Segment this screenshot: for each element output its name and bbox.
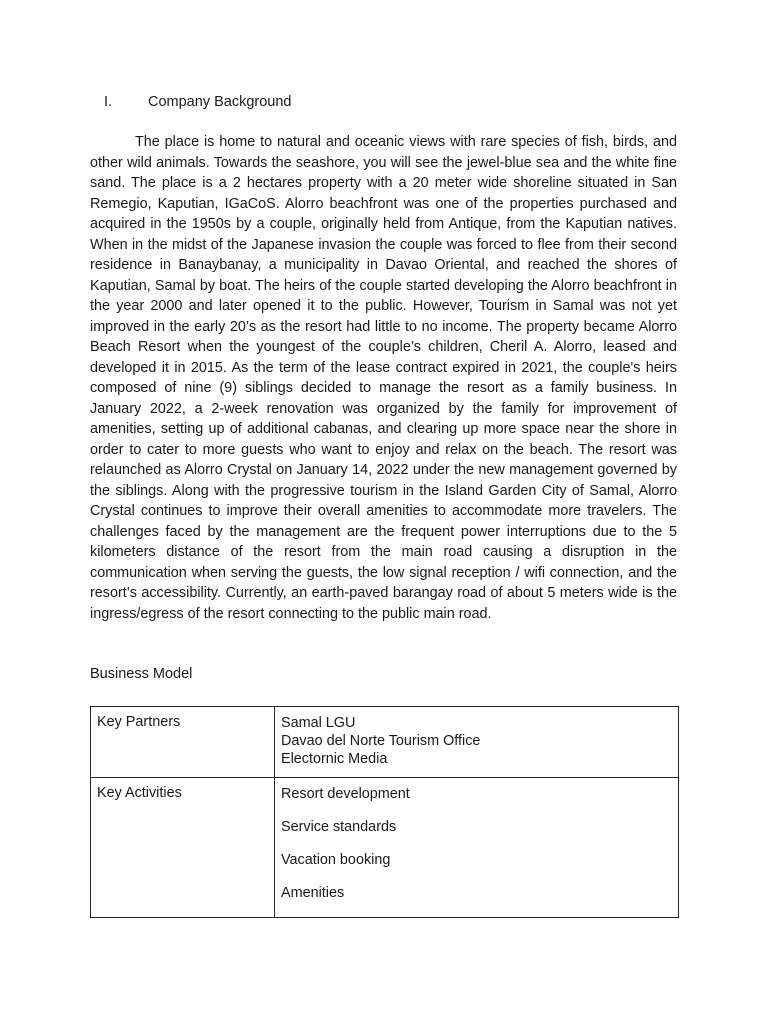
- key-partner-item: Davao del Norte Tourism Office: [281, 733, 481, 749]
- key-partners-cell: [275, 707, 679, 778]
- key-activities-label: Key Activities: [91, 778, 275, 918]
- company-background-paragraph: The place is home to natural and oceanic views with rare species of fish, birds, and other wild animals. Towards the seashore, you will see the jewel-blue sea and the white fine sand. The place is a 2 hectares property with a 20 meter wide shoreline situated in San Remegio, Kaputian, IGaCoS. Alorro beachfront was one of the properties purchased and acquired in the 1950s by a couple, originally held from Antique, from the Kaputian natives. When in the midst of the Japanese invasion the couple was forced to flee from their second residence in Banaybanay, a municipality in Davao Oriental, and reached the shores of Kaputian, Samal by boat. The heirs of the couple started developing the Alorro beachfront in the year 2000 and later opened it to the public. However, Tourism in Samal was not yet improved in the early 20’s as the resort had little to no income. The property became Alorro Beach Resort when the youngest of the couple’s children, Cheril A. Alorro, leased and developed it in 2015. As the term of the lease contract expired in 2021, the couple's heirs composed of nine (9) siblings decided to manage the resort as a family business. In January 2022, a 2-week renovation was organized by the family for improvement of amenities, setting up of additional cabanas, and clearing up more space near the shore in order to cater to more guests who want to enjoy and relax on the beach. The resort was relaunched as Alorro Crystal on January 14, 2022 under the new management governed by the siblings. Along with the progressive tourism in the Island Garden City of Samal, Alorro Crystal continues to improve their overall amenities to accommodate more travelers. The challenges faced by the management are the frequent power interruptions due to the 5 kilometers distance of the resort from the main road causing a disruption in the communication when serving the guests, the low signal reception / wifi connection, and the resort’s accessibility. Currently, an earth-paved barangay road of about 5 meters wide is the ingress/egress of the resort connecting to the public main road.: [90, 134, 677, 622]
- key-activity-item: Resort development: [281, 786, 410, 802]
- table-row: [91, 707, 679, 778]
- key-activity-item: Service standards: [281, 819, 397, 835]
- business-model-table: [90, 706, 679, 918]
- section-title: Company Background: [148, 94, 292, 110]
- key-partner-item: Electornic Media: [281, 751, 388, 767]
- section-heading: [104, 93, 291, 111]
- key-partner-item: Samal LGU: [281, 715, 356, 731]
- key-activity-item: Vacation booking: [281, 852, 391, 868]
- business-model-heading: Business Model: [90, 666, 193, 682]
- table-row: [91, 778, 679, 918]
- key-partners-label: Key Partners: [91, 707, 275, 778]
- key-activity-item: Amenities: [281, 885, 345, 901]
- key-activities-cell: [275, 778, 679, 918]
- section-number: I.: [104, 94, 113, 110]
